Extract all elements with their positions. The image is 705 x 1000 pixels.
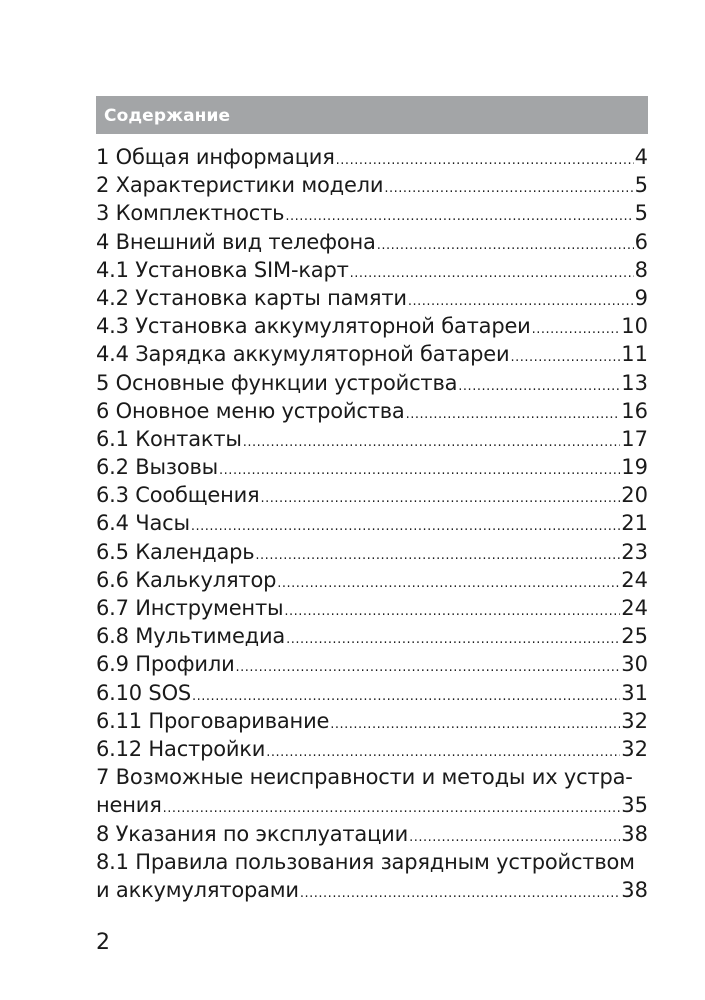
toc-entry-6-8[interactable] [96,622,648,650]
toc-leader-dots [219,457,620,485]
toc-entry-title: 6.11 Проговаривание [96,708,330,733]
toc-entry-title: 6.10 SOS [96,680,192,705]
toc-leader-dots [532,316,621,344]
toc-entry-6-5[interactable] [96,538,648,566]
toc-entry-8-1-line-2[interactable] [96,876,648,904]
toc-entry-6-2[interactable] [96,453,648,481]
toc-entry-title: 5 Основные функции устройства [96,370,458,395]
toc-entry-page: 30 [621,652,648,677]
toc-entry-8-1-line-1[interactable] [96,848,648,876]
toc-leader-dots [377,232,634,260]
toc-leader-dots [300,880,620,908]
toc-entry-6[interactable] [96,397,648,425]
toc-leader-dots [286,626,620,654]
toc-entry-title: 6.6 Калькулятор [96,567,277,592]
toc-entry-title: 4.2 Установка карты памяти [96,285,407,310]
toc-leader-dots [384,175,633,203]
toc-entry-7-line-1[interactable] [96,763,648,791]
toc-entry-page: 16 [621,398,648,423]
toc-entry-5[interactable] [96,369,648,397]
toc-entry-6-10[interactable] [96,679,648,707]
toc-entry-title: 3 Комплектность [96,201,285,226]
toc-leader-dots [261,485,621,513]
toc-leader-dots [236,654,621,682]
toc-entry-6-7[interactable] [96,594,648,622]
toc-entry-page: 13 [621,370,648,395]
toc-entry-page: 35 [621,793,648,818]
section-header [96,96,648,134]
toc-leader-dots [510,344,620,372]
toc-entry-title: 4.1 Установка SIM-карт [96,257,349,282]
toc-entry-page: 38 [621,821,648,846]
toc-entry-7-line-2[interactable] [96,791,648,819]
toc-leader-dots [330,711,620,739]
toc-entry-page: 17 [621,426,648,451]
toc-entry-6-11[interactable] [96,707,648,735]
toc-entry-title: 6.8 Мультимедиа [96,624,286,649]
toc-entry-title: 6.4 Часы [96,511,190,536]
toc-leader-dots [458,373,620,401]
toc-entry-page: 8 [634,257,648,282]
toc-entry-title: 4 Внешний вид телефона [96,229,376,254]
toc-entry-page: 19 [621,455,648,480]
toc-entry-title: 4.4 Зарядка аккумуляторной батареи [96,342,510,367]
toc-entry-title: нения [96,793,162,818]
toc-entry-6-12[interactable] [96,735,648,763]
toc-leader-dots [406,401,621,429]
toc-entry-page: 10 [621,314,648,339]
toc-entry-title: 6.7 Инструменты [96,596,284,620]
toc-entry-6-1[interactable] [96,425,648,453]
toc-entry-title: 1 Общая информация [96,145,335,169]
toc-entry-title: 6.12 Настройки [96,736,266,761]
toc-entry-page: 21 [621,511,648,536]
toc-entry-4-3[interactable] [96,312,648,340]
toc-entry-title: 2 Характеристики модели [96,173,384,198]
toc-entry-page: 25 [621,624,648,649]
toc-entry-title: 6.2 Вызовы [96,455,219,480]
toc-entry-title: 6.3 Сообщения [96,483,260,508]
toc-entry-8[interactable] [96,820,648,848]
toc-entry-page: 24 [621,596,648,620]
toc-entry-2[interactable] [96,171,648,199]
toc-entry-6-4[interactable] [96,509,648,537]
table-of-contents [96,143,648,904]
toc-leader-dots [243,429,621,457]
toc-entry-page: 32 [621,736,648,761]
page-number: 2 [96,930,110,955]
toc-entry-title: 6.9 Профили [96,652,235,677]
toc-entry-page: 11 [621,342,648,367]
toc-entry-title: 6.5 Календарь [96,539,255,564]
toc-entry-title: 6.1 Контакты [96,426,242,451]
toc-entry-4[interactable] [96,228,648,256]
toc-leader-dots [255,542,620,570]
toc-entry-page: 9 [634,285,648,310]
section-title: Содержание [104,106,231,126]
toc-leader-dots [277,570,620,598]
toc-entry-title: 6 Оновное меню устройства [96,398,405,423]
toc-leader-dots [284,598,620,626]
toc-entry-page: 5 [634,173,648,198]
toc-entry-page: 6 [634,229,648,254]
toc-entry-3[interactable] [96,199,648,227]
toc-entry-page: 20 [621,483,648,508]
toc-entry-4-2[interactable] [96,284,648,312]
toc-entry-page: 5 [634,201,648,226]
toc-entry-title: 7 Возможные неисправности и методы их устра- [96,765,633,790]
toc-entry-6-9[interactable] [96,650,648,678]
toc-entry-page: 32 [621,708,648,733]
toc-entry-page: 38 [621,877,648,902]
toc-entry-title: и аккумуляторами [96,877,299,902]
toc-entry-page: 31 [621,680,648,705]
toc-entry-6-3[interactable] [96,481,648,509]
toc-entry-6-6[interactable] [96,566,648,594]
toc-entry-4-1[interactable] [96,256,648,284]
toc-entry-title: 8.1 Правила пользования зарядным устройством [96,849,635,874]
toc-entry-page: 24 [621,567,648,592]
toc-leader-dots [191,513,620,541]
toc-entry-1[interactable] [96,143,648,171]
toc-entry-title: 4.3 Установка аккумуляторной батареи [96,314,531,339]
toc-entry-title: 8 Указания по эксплуатации [96,821,409,846]
toc-entry-4-4[interactable] [96,340,648,368]
toc-entry-page: 4 [634,145,648,169]
toc-entry-page: 23 [621,539,648,564]
